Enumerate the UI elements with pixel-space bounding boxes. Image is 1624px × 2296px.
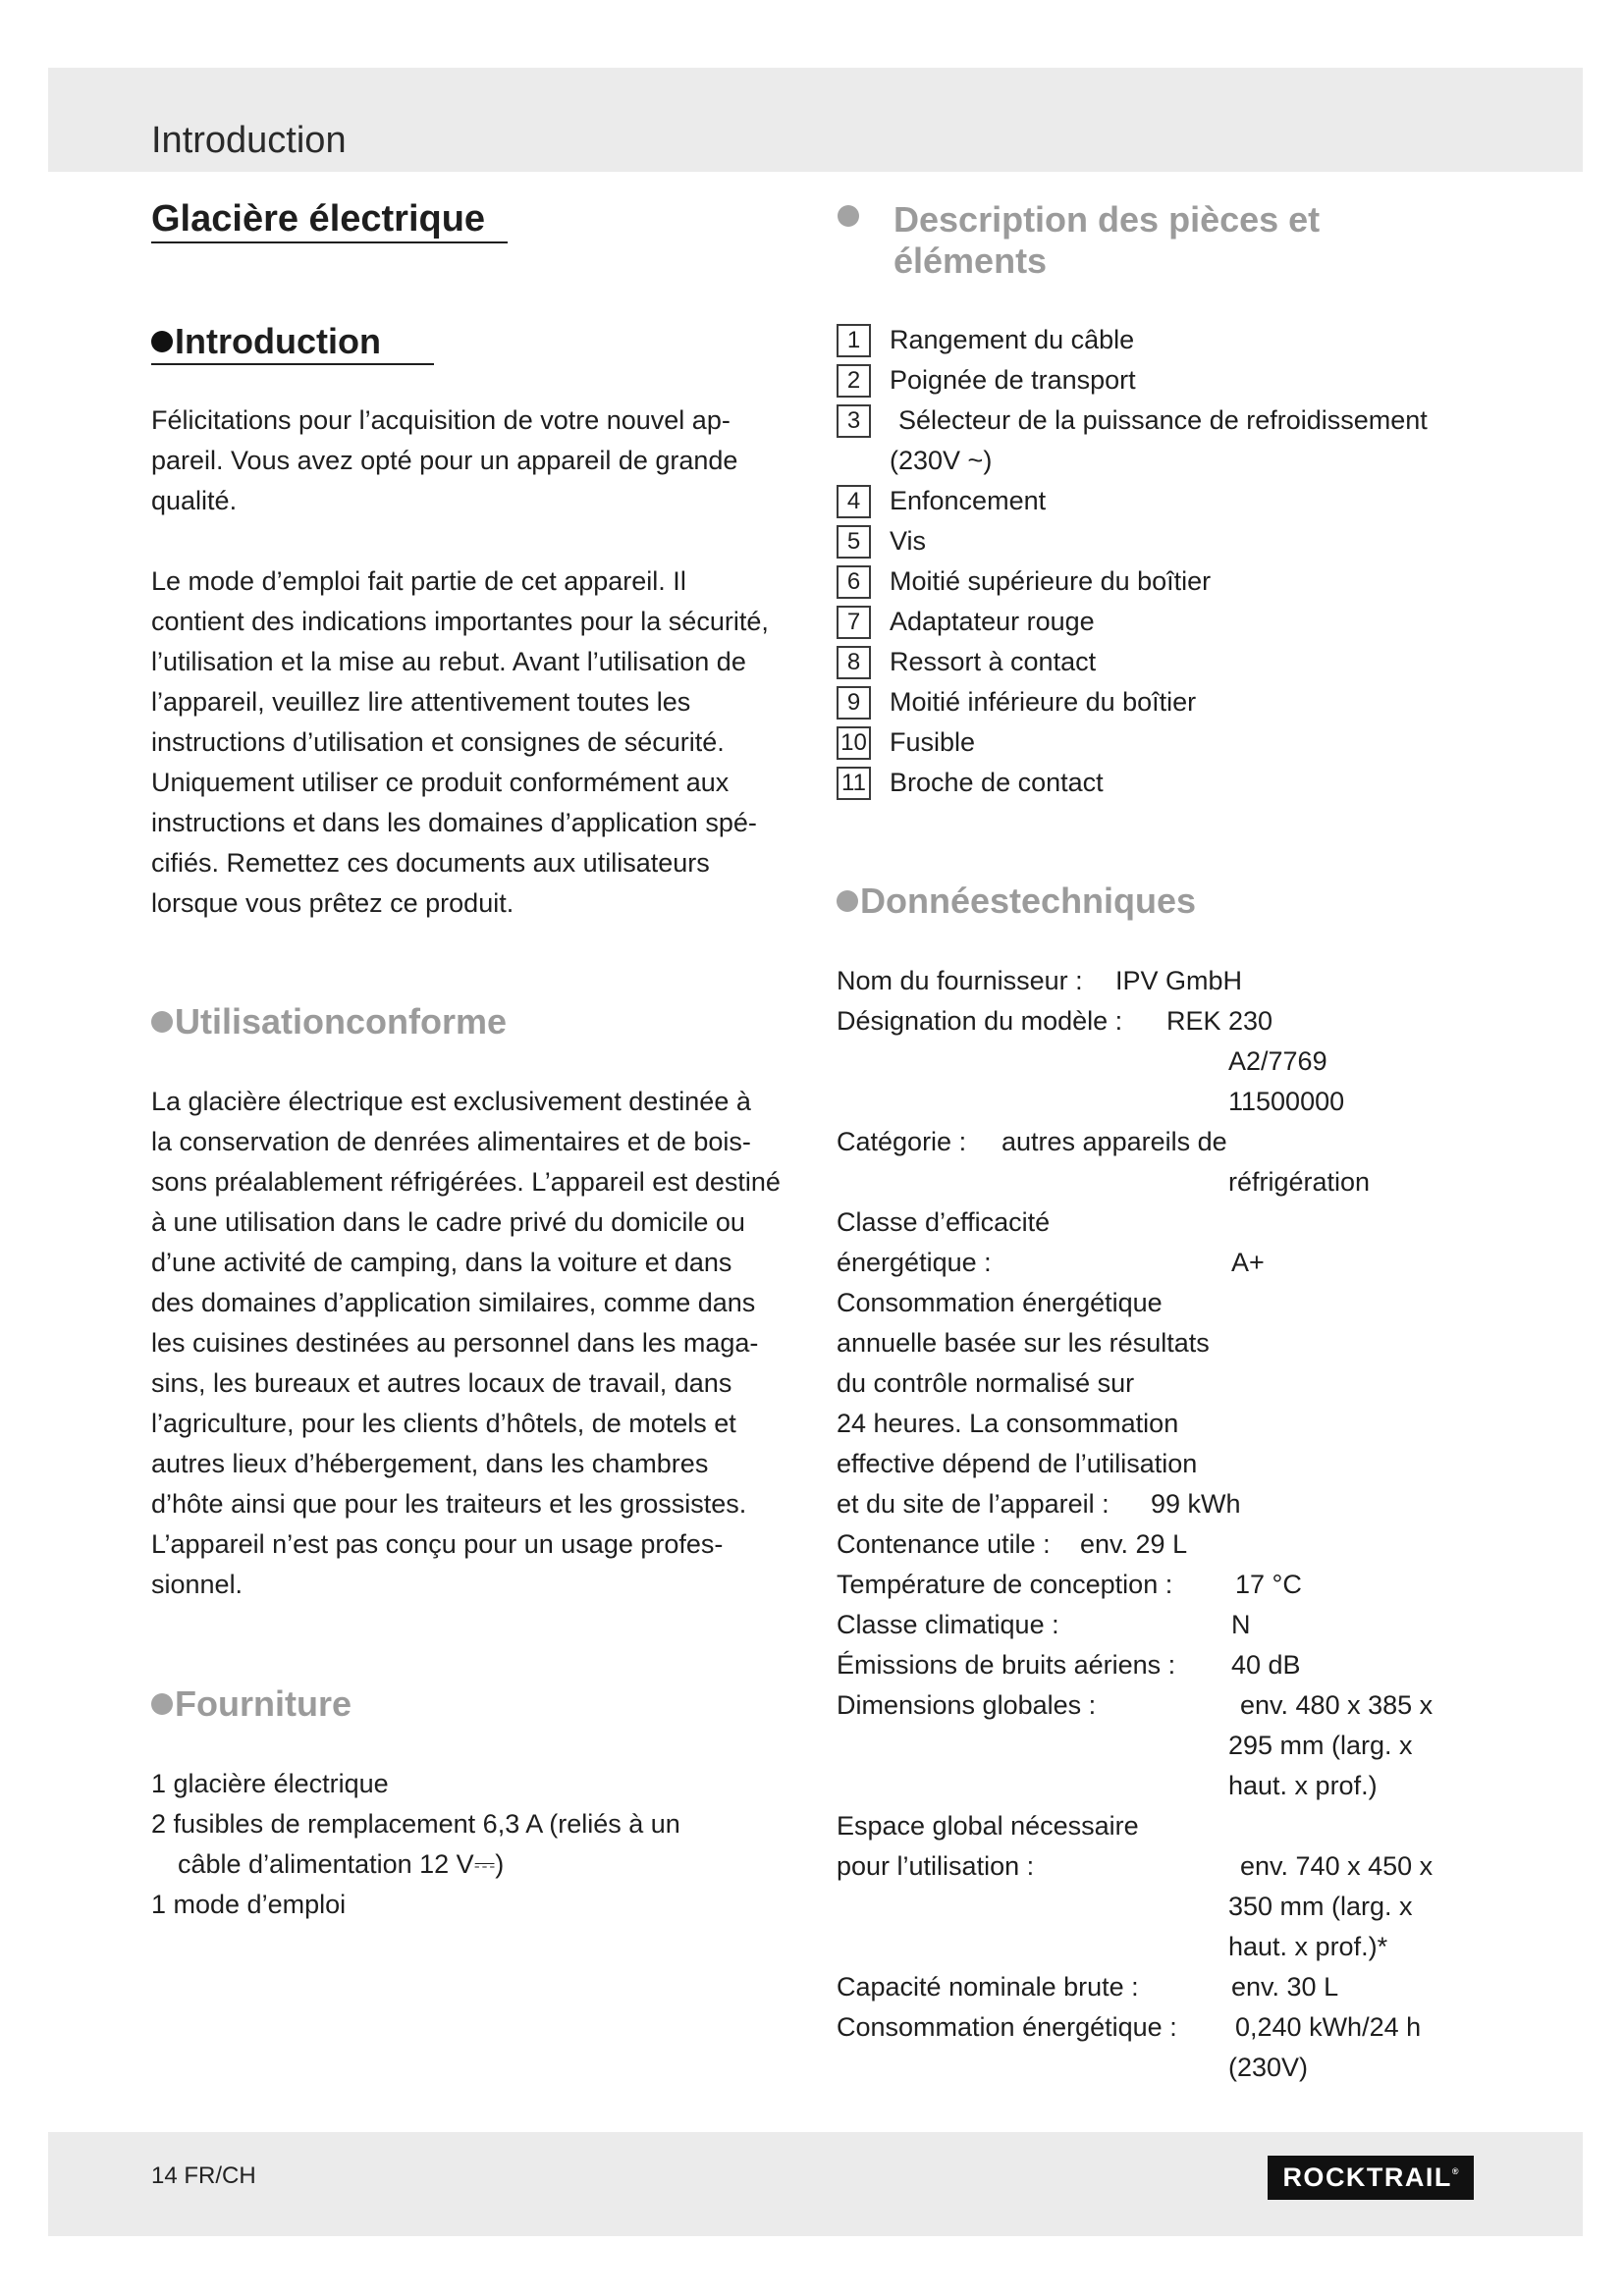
part-label: Rangement du câble	[890, 325, 1135, 354]
page-header	[48, 68, 1583, 172]
brand-logo	[1268, 2156, 1474, 2200]
tech-value: REK 230	[1166, 1006, 1273, 1036]
tech-row	[837, 1202, 1524, 1243]
tech-value: A+	[1231, 1248, 1265, 1277]
parts-list-item	[837, 561, 1504, 602]
tech-value: haut. x prof.)*	[1228, 1932, 1388, 1961]
parts-list-item	[837, 602, 1504, 642]
paragraph-line: l’appareil, veuillez lire attentivement toutes les	[151, 687, 691, 717]
tech-row	[837, 1404, 1524, 1444]
paragraph-line: Le mode d’emploi fait partie de cet appareil. Il	[151, 566, 686, 596]
tech-label: Catégorie :	[837, 1127, 967, 1156]
parts-list-item	[837, 481, 1504, 521]
tech-row	[837, 1806, 1524, 1846]
tech-label: pour l’utilisation :	[837, 1851, 1035, 1881]
tech-label: Espace global nécessaire	[837, 1811, 1139, 1841]
paragraph-line: Uniquement utiliser ce produit conformément aux	[151, 768, 730, 797]
tech-row	[837, 1122, 1524, 1162]
paragraph-line: sionnel.	[151, 1570, 244, 1599]
tech-row	[837, 1927, 1524, 1967]
part-label: Fusible	[890, 727, 976, 757]
part-number-box: 6	[837, 565, 871, 599]
tech-row	[837, 1565, 1524, 1605]
tech-value: env. 740 x 450 x	[1240, 1851, 1434, 1881]
tech-row	[837, 2048, 1524, 2088]
part-number-box: 1	[837, 324, 871, 357]
brand-logo-mark: ®	[1451, 2166, 1459, 2176]
tech-row	[837, 1162, 1524, 1202]
tech-label: Désignation du modèle :	[837, 1006, 1123, 1036]
tech-value: réfrigération	[1228, 1167, 1371, 1197]
section-heading-line: éléments	[893, 240, 1048, 281]
paragraph-line: d’hôte ainsi que pour les traiteurs et les grossistes.	[151, 1489, 747, 1519]
parts-list	[837, 320, 1504, 803]
tech-value: 17 °C	[1235, 1570, 1302, 1599]
tech-row	[837, 1041, 1524, 1082]
part-label: Sélecteur de la puissance de refroidissement	[898, 405, 1428, 435]
parts-list-item	[837, 682, 1504, 722]
tech-value: env. 480 x 385 x	[1240, 1690, 1434, 1720]
tech-label: annuelle basée sur les résultats	[837, 1328, 1210, 1358]
tech-value: haut. x prof.)	[1228, 1771, 1378, 1800]
tech-value: (230V)	[1228, 2053, 1309, 2082]
paragraph-line: l’agriculture, pour les clients d’hôtels, de motels et	[151, 1409, 736, 1438]
part-label: Poignée de transport	[890, 365, 1136, 395]
list-item: 1 mode d’emploi	[151, 1890, 347, 1919]
intended-use-paragraph	[151, 1082, 781, 1605]
tech-label: effective dépend de l’utilisation	[837, 1449, 1198, 1478]
section-heading-delivery	[151, 1681, 352, 1728]
section-heading-text: Utilisationconforme	[175, 1001, 508, 1041]
paragraph-line: à une utilisation dans le cadre privé du domicile ou	[151, 1207, 745, 1237]
tech-value: 350 mm (larg. x	[1228, 1892, 1413, 1921]
part-label: Ressort à contact	[890, 647, 1097, 676]
introduction-paragraph-2	[151, 561, 769, 924]
tech-row	[837, 1685, 1524, 1726]
tech-row	[837, 1243, 1524, 1283]
paragraph-line: d’une activité de camping, dans la voiture et dans	[151, 1248, 732, 1277]
tech-row	[837, 1363, 1524, 1404]
brand-logo-text: ROCKTRAIL	[1282, 2163, 1452, 2192]
part-label: Broche de contact	[890, 768, 1104, 797]
tech-value: autres appareils de	[1001, 1127, 1227, 1156]
tech-label: Émissions de bruits aériens :	[837, 1650, 1176, 1680]
paragraph-line: sons préalablement réfrigérées. L’appareil est destiné	[151, 1167, 781, 1197]
tech-label: du contrôle normalisé sur	[837, 1368, 1135, 1398]
paragraph-line: L’appareil n’est pas conçu pour un usage profes-	[151, 1529, 724, 1559]
tech-row	[837, 1001, 1524, 1041]
technical-data-table	[837, 961, 1524, 2088]
list-item-continuation: câble d’alimentation 12 V⎓)	[178, 1849, 505, 1879]
tech-value: A2/7769	[1228, 1046, 1327, 1076]
section-heading-technical-data	[837, 878, 1196, 925]
page-footer	[48, 2132, 1583, 2236]
part-label: Adaptateur rouge	[890, 607, 1095, 636]
tech-value: 0,240 kWh/24 h	[1235, 2012, 1422, 2042]
tech-row	[837, 1967, 1524, 2007]
parts-list-item	[837, 722, 1504, 763]
paragraph-line: Félicitations pour l’acquisition de votre nouvel ap-	[151, 405, 731, 435]
parts-list-item	[837, 763, 1504, 803]
part-label-continuation: (230V ~)	[890, 446, 993, 475]
part-number-box: 11	[837, 767, 871, 800]
paragraph-line: qualité.	[151, 486, 238, 515]
tech-label: Capacité nominale brute :	[837, 1972, 1139, 2002]
paragraph-line: instructions et dans les domaines d’application spé-	[151, 808, 757, 837]
paragraph-line: contient des indications importantes pour la sécurité,	[151, 607, 769, 636]
parts-list-item	[837, 642, 1504, 682]
paragraph-line: l’utilisation et la mise au rebut. Avant l’utilisation de	[151, 647, 746, 676]
paragraph-line: La glacière électrique est exclusivement destinée à	[151, 1087, 751, 1116]
parts-list-item	[837, 360, 1504, 400]
tech-row	[837, 1887, 1524, 1927]
section-heading-line: Description des pièces et	[893, 199, 1321, 240]
part-number-box: 3	[837, 404, 871, 438]
tech-value: 11500000	[1228, 1087, 1345, 1116]
tech-label: Température de conception :	[837, 1570, 1173, 1599]
section-heading-text: Donnéestechniques	[860, 881, 1197, 921]
tech-row	[837, 1605, 1524, 1645]
bullet-icon	[151, 331, 173, 352]
tech-value: env. 29 L	[1080, 1529, 1188, 1559]
part-label: Moitié inférieure du boîtier	[890, 687, 1197, 717]
tech-row	[837, 1444, 1524, 1484]
paragraph-line: instructions d’utilisation et consignes de sécurité.	[151, 727, 725, 757]
tech-value: 40 dB	[1231, 1650, 1301, 1680]
tech-label: énergétique :	[837, 1248, 992, 1277]
parts-list-item	[837, 521, 1504, 561]
part-number-box: 2	[837, 364, 871, 398]
list-item: 1 glacière électrique	[151, 1769, 389, 1798]
section-heading-introduction	[151, 320, 434, 365]
part-number-box: 4	[837, 485, 871, 518]
tech-row	[837, 1283, 1524, 1323]
part-number-box: 9	[837, 686, 871, 720]
tech-row	[837, 1082, 1524, 1122]
part-number-box: 8	[837, 646, 871, 679]
paragraph-line: la conservation de denrées alimentaires et de bois-	[151, 1127, 751, 1156]
tech-value: 99 kWh	[1151, 1489, 1241, 1519]
delivery-list	[151, 1764, 680, 1925]
tech-row	[837, 1645, 1524, 1685]
product-title: Glacière électrique	[151, 196, 508, 243]
page-header-title: Introduction	[151, 120, 347, 161]
tech-row	[837, 1766, 1524, 1806]
tech-label: Consommation énergétique	[837, 1288, 1163, 1317]
introduction-paragraph-1	[151, 400, 737, 521]
tech-label: Dimensions globales :	[837, 1690, 1097, 1720]
parts-list-item	[837, 320, 1504, 360]
paragraph-line: lorsque vous prêtez ce produit.	[151, 888, 514, 918]
paragraph-line: sins, les bureaux et autres locaux de travail, dans	[151, 1368, 732, 1398]
tech-row	[837, 1484, 1524, 1524]
paragraph-line: les cuisines destinées au personnel dans les maga-	[151, 1328, 759, 1358]
bullet-icon	[151, 1011, 173, 1033]
tech-row	[837, 1524, 1524, 1565]
tech-value: env. 30 L	[1231, 1972, 1339, 2002]
list-item: 2 fusibles de remplacement 6,3 A (reliés à un	[151, 1809, 680, 1839]
tech-label: 24 heures. La consommation	[837, 1409, 1179, 1438]
part-label: Enfoncement	[890, 486, 1047, 515]
part-number-box: 7	[837, 606, 871, 639]
part-number-box: 10	[837, 726, 871, 760]
tech-value: N	[1231, 1610, 1251, 1639]
paragraph-line: des domaines d’application similaires, comme dans	[151, 1288, 756, 1317]
part-number-box: 5	[837, 525, 871, 559]
tech-row	[837, 1846, 1524, 1887]
bullet-icon	[838, 205, 859, 227]
tech-label: Consommation énergétique :	[837, 2012, 1177, 2042]
tech-row	[837, 1726, 1524, 1766]
paragraph-line: pareil. Vous avez opté pour un appareil de grande	[151, 446, 738, 475]
tech-label: Classe d’efficacité	[837, 1207, 1051, 1237]
part-label: Vis	[890, 526, 927, 556]
bullet-icon	[837, 890, 858, 912]
page-number: 14 FR/CH	[151, 2163, 256, 2189]
tech-row	[837, 2007, 1524, 2048]
section-heading-text: Fourniture	[175, 1683, 352, 1724]
tech-value: 295 mm (larg. x	[1228, 1731, 1413, 1760]
tech-label: et du site de l’appareil :	[837, 1489, 1110, 1519]
part-label: Moitié supérieure du boîtier	[890, 566, 1212, 596]
section-heading-text: Introduction	[175, 321, 381, 361]
section-heading-parts	[893, 199, 1320, 282]
tech-value: IPV GmbH	[1115, 966, 1243, 995]
tech-row	[837, 1323, 1524, 1363]
section-heading-intended-use	[151, 998, 507, 1045]
tech-label: Nom du fournisseur :	[837, 966, 1083, 995]
paragraph-line: cifiés. Remettez ces documents aux utilisateurs	[151, 848, 710, 878]
parts-list-item	[837, 400, 1504, 481]
tech-label: Classe climatique :	[837, 1610, 1059, 1639]
tech-row	[837, 961, 1524, 1001]
bullet-icon	[151, 1693, 173, 1715]
paragraph-line: autres lieux d’hébergement, dans les chambres	[151, 1449, 709, 1478]
tech-label: Contenance utile :	[837, 1529, 1051, 1559]
